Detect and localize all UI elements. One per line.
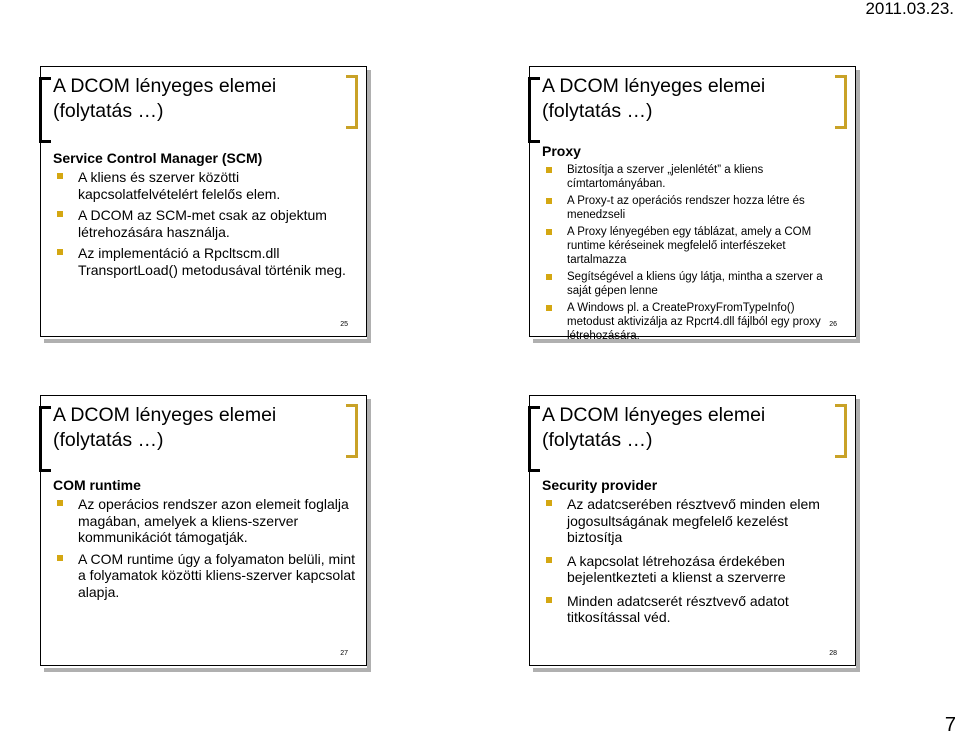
bracket-right-decoration (835, 75, 847, 129)
slide-number: 28 (829, 650, 837, 657)
list-item: A COM runtime úgy a folyamaton belüli, mint a folyamatok közötti kliens-szerver kapcsolat alapja. (55, 551, 355, 601)
list-item: Biztosítja a szerver „jelenlétét” a kliens címtartományában. (544, 163, 844, 191)
bullet-icon (57, 249, 63, 255)
list-item: A DCOM az SCM-met csak az objektum létrehozására használja. (55, 207, 355, 240)
bracket-left-decoration (39, 406, 51, 472)
bullet-icon (546, 198, 552, 204)
bracket-left-decoration (39, 77, 51, 143)
bullet-list (544, 163, 844, 346)
slide-27 (40, 395, 367, 666)
bullet-icon (57, 211, 63, 217)
bullet-icon (546, 229, 552, 235)
slide-number: 26 (829, 321, 837, 328)
bracket-right-decoration (346, 404, 358, 458)
page-date: 2011.03.23. (865, 0, 954, 18)
bullet-icon (57, 173, 63, 179)
bracket-left-decoration (528, 406, 540, 472)
slide-number: 25 (340, 321, 348, 328)
list-item: Segítségével a kliens úgy látja, mintha a szerver a saját gépen lenne (544, 270, 844, 298)
list-item: A kapcsolat létrehozása érdekében bejelentkezteti a klienst a szerverre (544, 553, 844, 586)
bullet-icon (546, 305, 552, 311)
slide-title: A DCOM lényeges elemei (folytatás …) (53, 75, 277, 122)
bracket-right-decoration (835, 404, 847, 458)
list-item: A Proxy lényegében egy táblázat, amely a COM runtime kéréseinek megfelelő interfészeket tartalmazza (544, 225, 844, 267)
bullet-icon (57, 500, 63, 506)
bullet-icon (546, 557, 552, 563)
slide-title: A DCOM lényeges elemei (folytatás …) (542, 75, 766, 122)
bullet-icon (546, 167, 552, 173)
slide-number: 27 (340, 650, 348, 657)
list-item: A Proxy-t az operációs rendszer hozza létre és menedzseli (544, 194, 844, 222)
list-item: A Windows pl. a CreateProxyFromTypeInfo() metodust aktivizálja az Rpcrt4.dll fájlból egy proxy létrehozására. (544, 301, 844, 343)
list-item: A kliens és szerver közötti kapcsolatfelvételért felelős elem. (55, 169, 355, 202)
bracket-right-decoration (346, 75, 358, 129)
bracket-left-decoration (528, 77, 540, 143)
slide-heading: Security provider (542, 477, 658, 493)
bullet-icon (546, 597, 552, 603)
list-item: Az operácios rendszer azon elemeit foglalja magában, amelyek a kliens-szerver kommunikációt támogatják. (55, 496, 355, 546)
bullet-list (55, 496, 355, 605)
bullet-icon (546, 274, 552, 280)
page-number: 7 (944, 714, 956, 736)
slide-25 (40, 66, 367, 337)
slide-28 (529, 395, 856, 666)
list-item: Az implementáció a Rpcltscm.dll TransportLoad() metodusával történik meg. (55, 245, 355, 278)
list-item: Az adatcserében résztvevő minden elem jogosultságának megfelelő kezelést biztosítja (544, 496, 844, 546)
slide-heading: Service Control Manager (SCM) (53, 150, 263, 166)
bullet-icon (57, 555, 63, 561)
slide-heading: Proxy (542, 143, 581, 159)
slide-26 (529, 66, 856, 342)
slide-heading: COM runtime (53, 477, 141, 493)
bullet-icon (546, 500, 552, 506)
slide-title: A DCOM lényeges elemei (folytatás …) (542, 404, 766, 451)
list-item: Minden adatcserét résztvevő adatot titkosítással véd. (544, 593, 844, 626)
slide-title: A DCOM lényeges elemei (folytatás …) (53, 404, 277, 451)
bullet-list (55, 169, 355, 283)
bullet-list (544, 496, 844, 631)
